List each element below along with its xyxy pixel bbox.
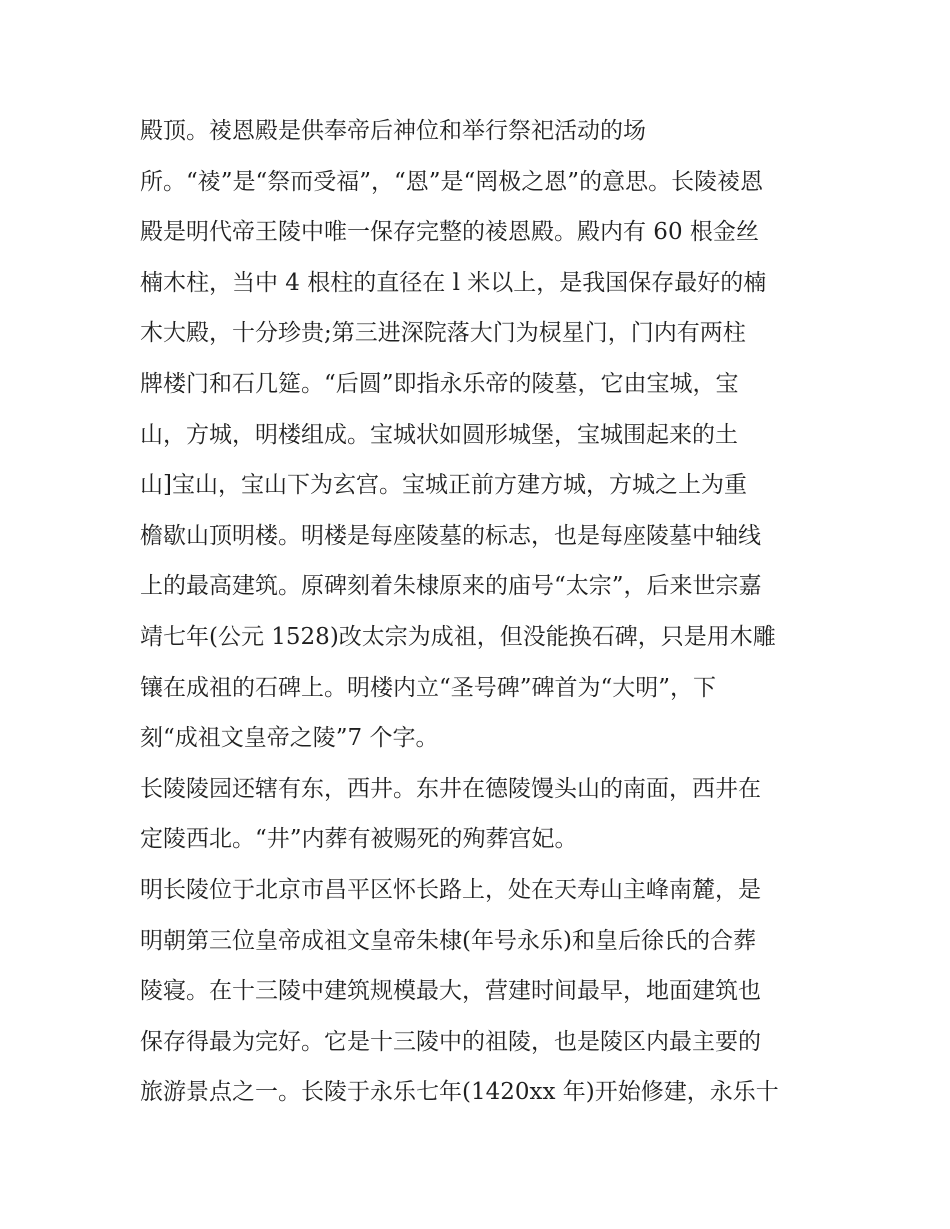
text-line: 殿是明代帝王陵中唯一保存完整的祾恩殿。殿内有 60 根金丝 [140,219,759,246]
text-line: 山]宝山，宝山下为玄宫。宝城正前方建方城，方城之上为重 [140,472,747,499]
text-line: 牌楼门和石几筵。“后圆”即指永乐帝的陵墓，它由宝城，宝 [140,370,739,397]
text-line: 檐歇山顶明楼。明楼是每座陵墓的标志，也是每座陵墓中轴线 [140,522,761,549]
text-line: 旅游景点之一。长陵于永乐七年(1420xx 年)开始修建，永乐十 [140,1079,779,1106]
text-line: 靖七年(公元 1528)改太宗为成祖，但没能换石碑，只是用木雕 [140,623,776,650]
text-line: 明长陵位于北京市昌平区怀长路上，处在天寿山主峰南麓，是 [140,876,761,903]
text-line: 长陵陵园还辖有东，西井。东井在德陵馒头山的南面，西井在 [140,775,761,802]
text-line: 明朝第三位皇帝成祖文皇帝朱棣(年号永乐)和皇后徐氏的合葬 [140,927,756,954]
text-line: 上的最高建筑。原碑刻着朱棣原来的庙号“太宗”，后来世宗嘉 [140,573,762,600]
document-body-text [140,106,820,1118]
text-line: 定陵西北。“井”内葬有被赐死的殉葬宫妃。 [140,826,578,853]
text-line: 山，方城，明楼组成。宝城状如圆形城堡，宝城围起来的土 [140,421,738,448]
text-line: 所。“祾”是“祭而受福”，“恩”是“罔极之恩”的意思。长陵祾恩 [140,168,764,195]
text-line: 保存得最为完好。它是十三陵中的祖陵，也是陵区内最主要的 [140,1028,761,1055]
text-line: 木大殿，十分珍贵;第三进深院落大门为棂星门，门内有两柱 [140,320,746,347]
text-line: 陵寝。在十三陵中建筑规模最大，营建时间最早，地面建筑也 [140,978,761,1005]
text-line: 殿顶。祾恩殿是供奉帝后神位和举行祭祀活动的场 [140,118,646,144]
text-line: 镶在成祖的石碑上。明楼内立“圣号碑”碑首为“大明”，下 [140,674,717,701]
text-line: 刻“成祖文皇帝之陵”7 个字。 [140,725,439,752]
text-line: 楠木柱，当中 4 根柱的直径在 l 米以上，是我国保存最好的楠 [140,269,767,296]
